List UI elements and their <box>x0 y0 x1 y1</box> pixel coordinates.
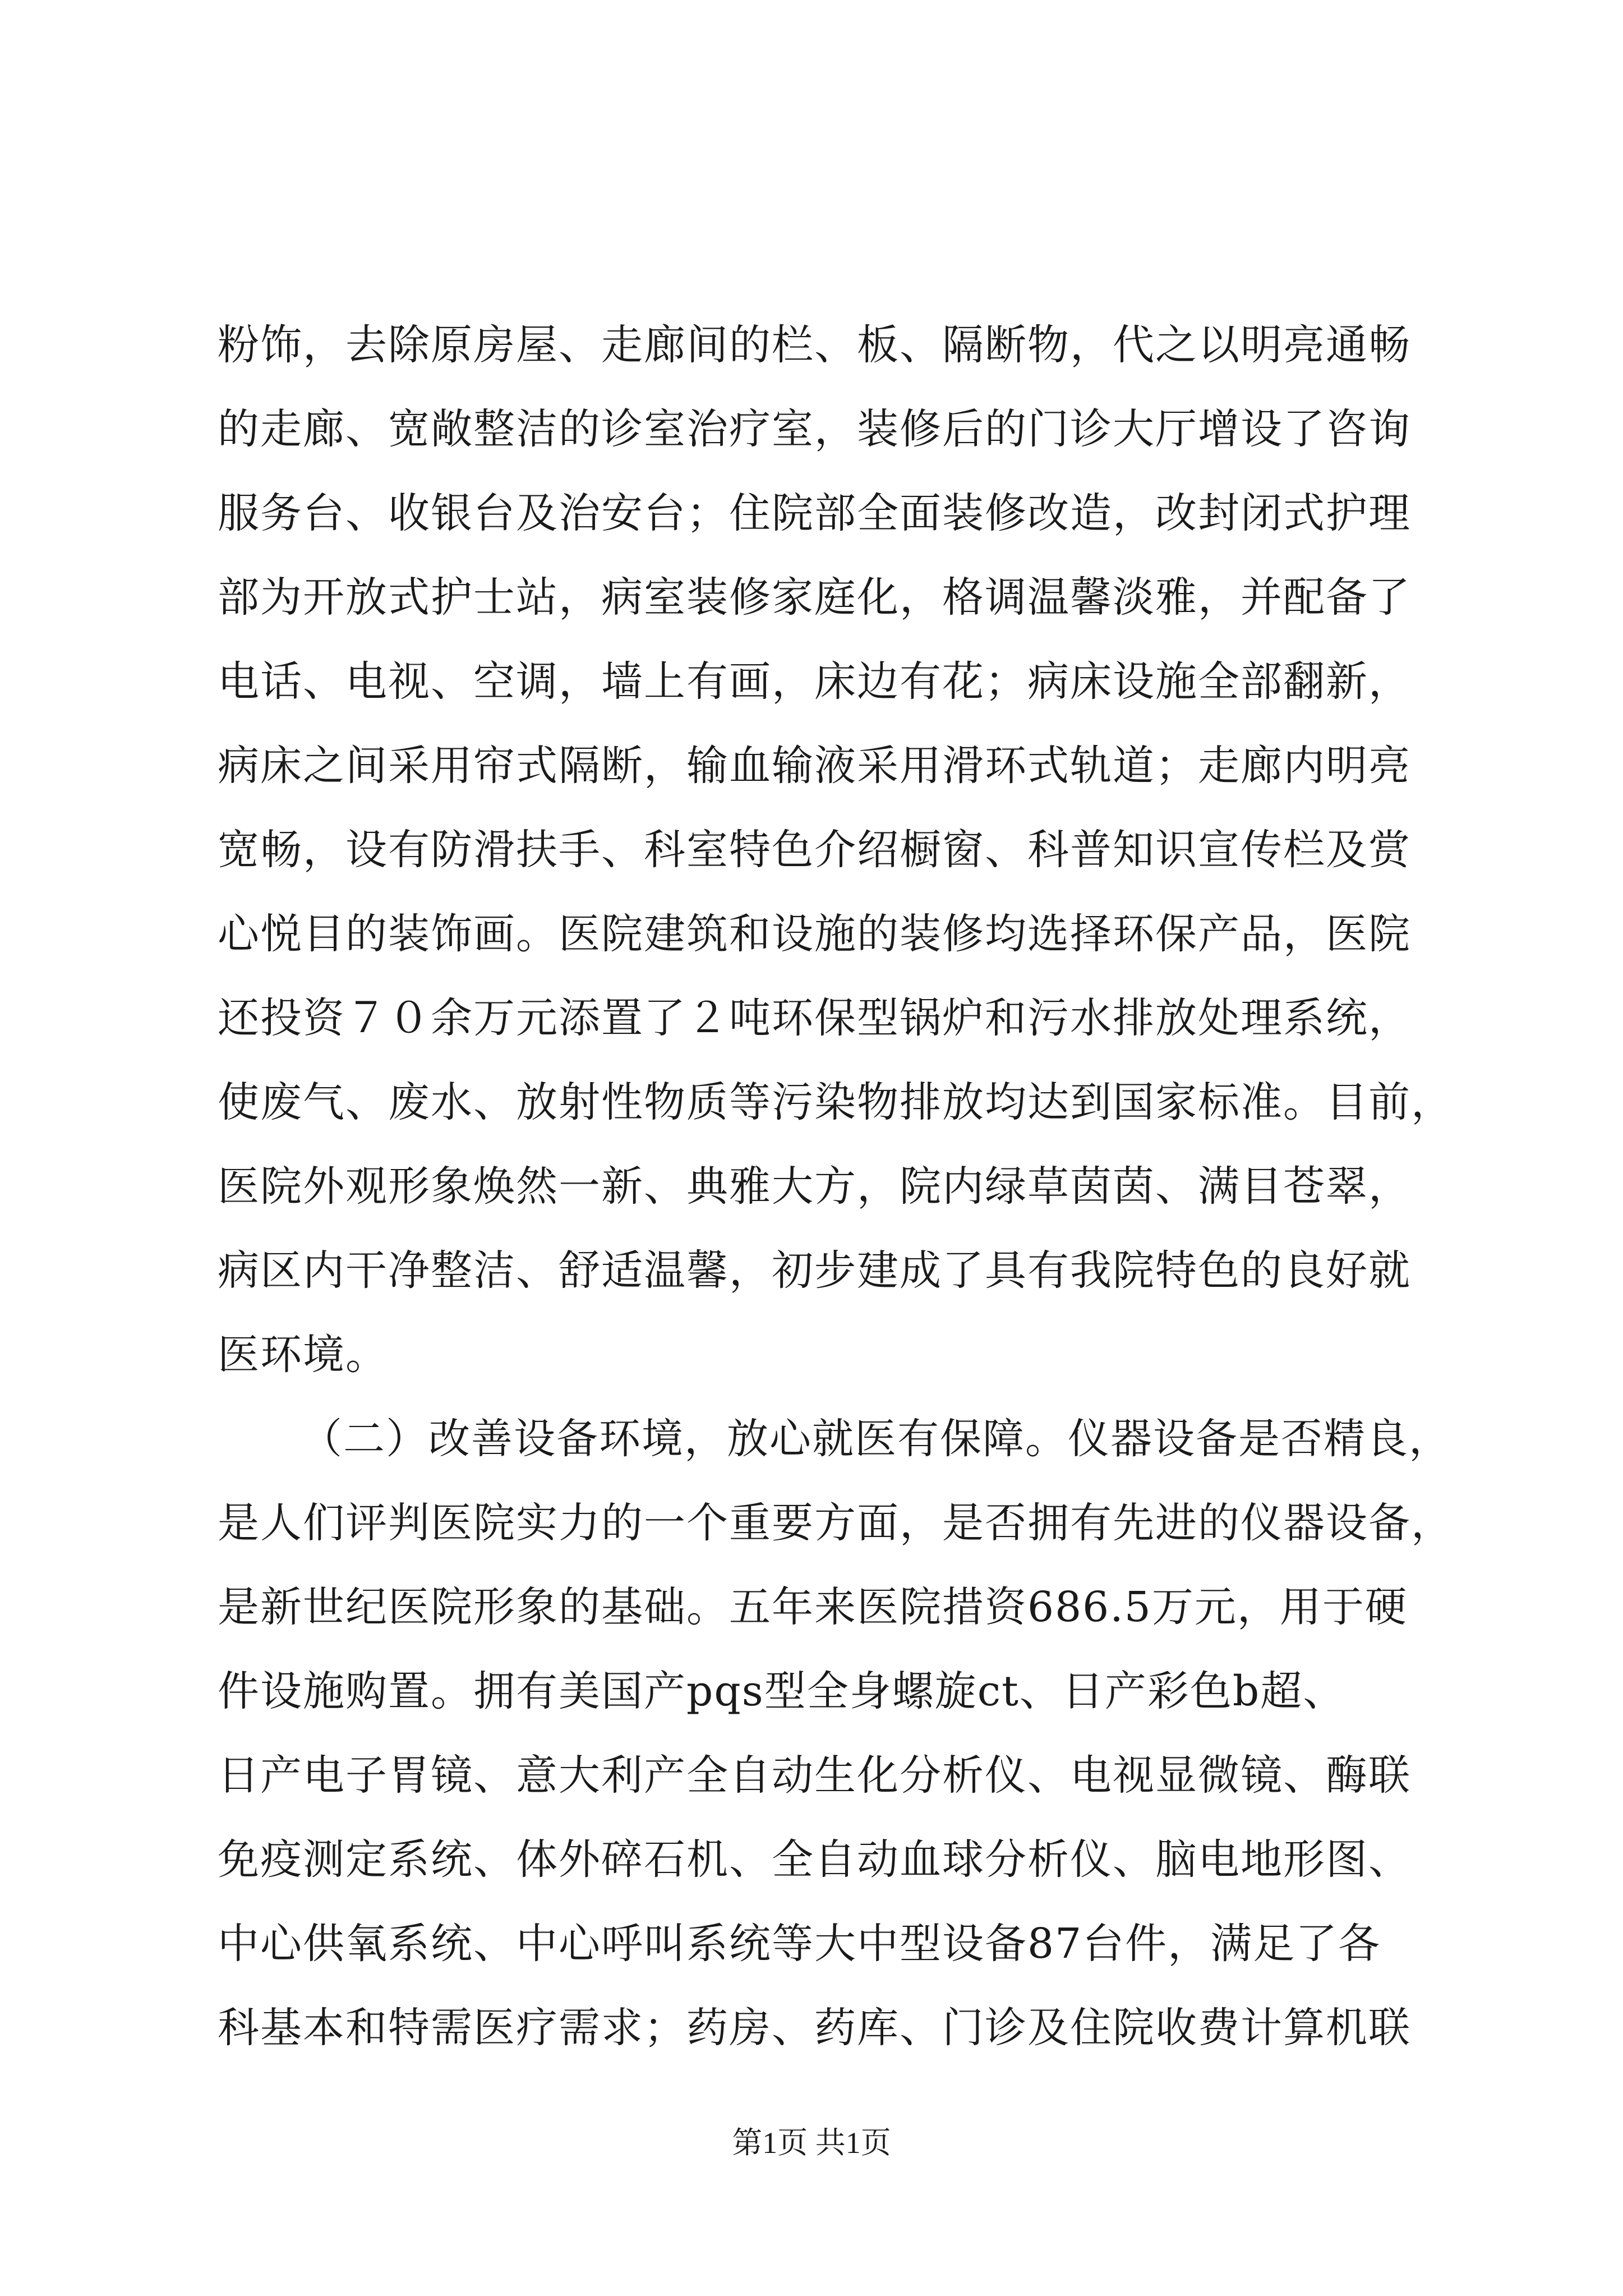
text-line: 服务台、收银台及治安台；住院部全面装修改造，改封闭式护理 <box>218 489 1411 537</box>
text-line: 医环境。 <box>218 1331 388 1379</box>
text-line: 电话、电视、空调，墙上有画，床边有花；病床设施全部翻新， <box>218 657 1411 706</box>
text-line: 粉饰，去除原房屋、走廊间的栏、板、隔断物，代之以明亮通畅 <box>218 321 1411 369</box>
page-footer <box>0 2123 1623 2162</box>
text-line: 医院外观形象焕然一新、典雅大方，院内绿草茵茵、满目苍翠， <box>218 1162 1411 1211</box>
paragraph-heading-line: （二）改善设备环境，放心就医有保障。仪器设备是否精良， <box>301 1415 1451 1463</box>
text-line: 还投资７０余万元添置了２吨环保型锅炉和污水排放处理系统， <box>218 994 1411 1042</box>
text-line: 是新世纪医院形象的基础。五年来医院措资686.5万元，用于硬 <box>218 1583 1408 1631</box>
text-line: 科基本和特需医疗需求；药房、药库、门诊及住院收费计算机联 <box>218 2004 1411 2052</box>
text-line: 日产电子胃镜、意大利产全自动生化分析仪、电视显微镜、酶联 <box>218 1751 1411 1800</box>
text-line: 病区内干净整洁、舒适温馨，初步建成了具有我院特色的良好就 <box>218 1246 1411 1295</box>
text-line: 是人们评判医院实力的一个重要方面，是否拥有先进的仪器设备， <box>218 1499 1454 1547</box>
page-number-label: 第1页 共1页 <box>732 2126 891 2160</box>
text-line: 使废气、废水、放射性物质等污染物排放均达到国家标准。目前， <box>218 1078 1454 1126</box>
text-line: 宽畅，设有防滑扶手、科室特色介绍橱窗、科普知识宣传栏及赏 <box>218 826 1411 874</box>
text-line: 部为开放式护士站，病室装修家庭化，格调温馨淡雅，并配备了 <box>218 573 1411 622</box>
text-line: 件设施购置。拥有美国产pqs型全身螺旋ct、日产彩色b超、 <box>218 1667 1346 1715</box>
text-line: 中心供氧系统、中心呼叫系统等大中型设备87台件，满足了各 <box>218 1920 1381 1968</box>
text-line: 免疫测定系统、体外碎石机、全自动血球分析仪、脑电地形图、 <box>218 1835 1411 1884</box>
text-line: 心悦目的装饰画。医院建筑和设施的装修均选择环保产品，医院 <box>218 910 1411 958</box>
text-line: 的走廊、宽敞整洁的诊室治疗室，装修后的门诊大厅增设了咨询 <box>218 405 1411 453</box>
text-line: 病床之间采用帘式隔断，输血输液采用滑环式轨道；走廊内明亮 <box>218 742 1411 790</box>
